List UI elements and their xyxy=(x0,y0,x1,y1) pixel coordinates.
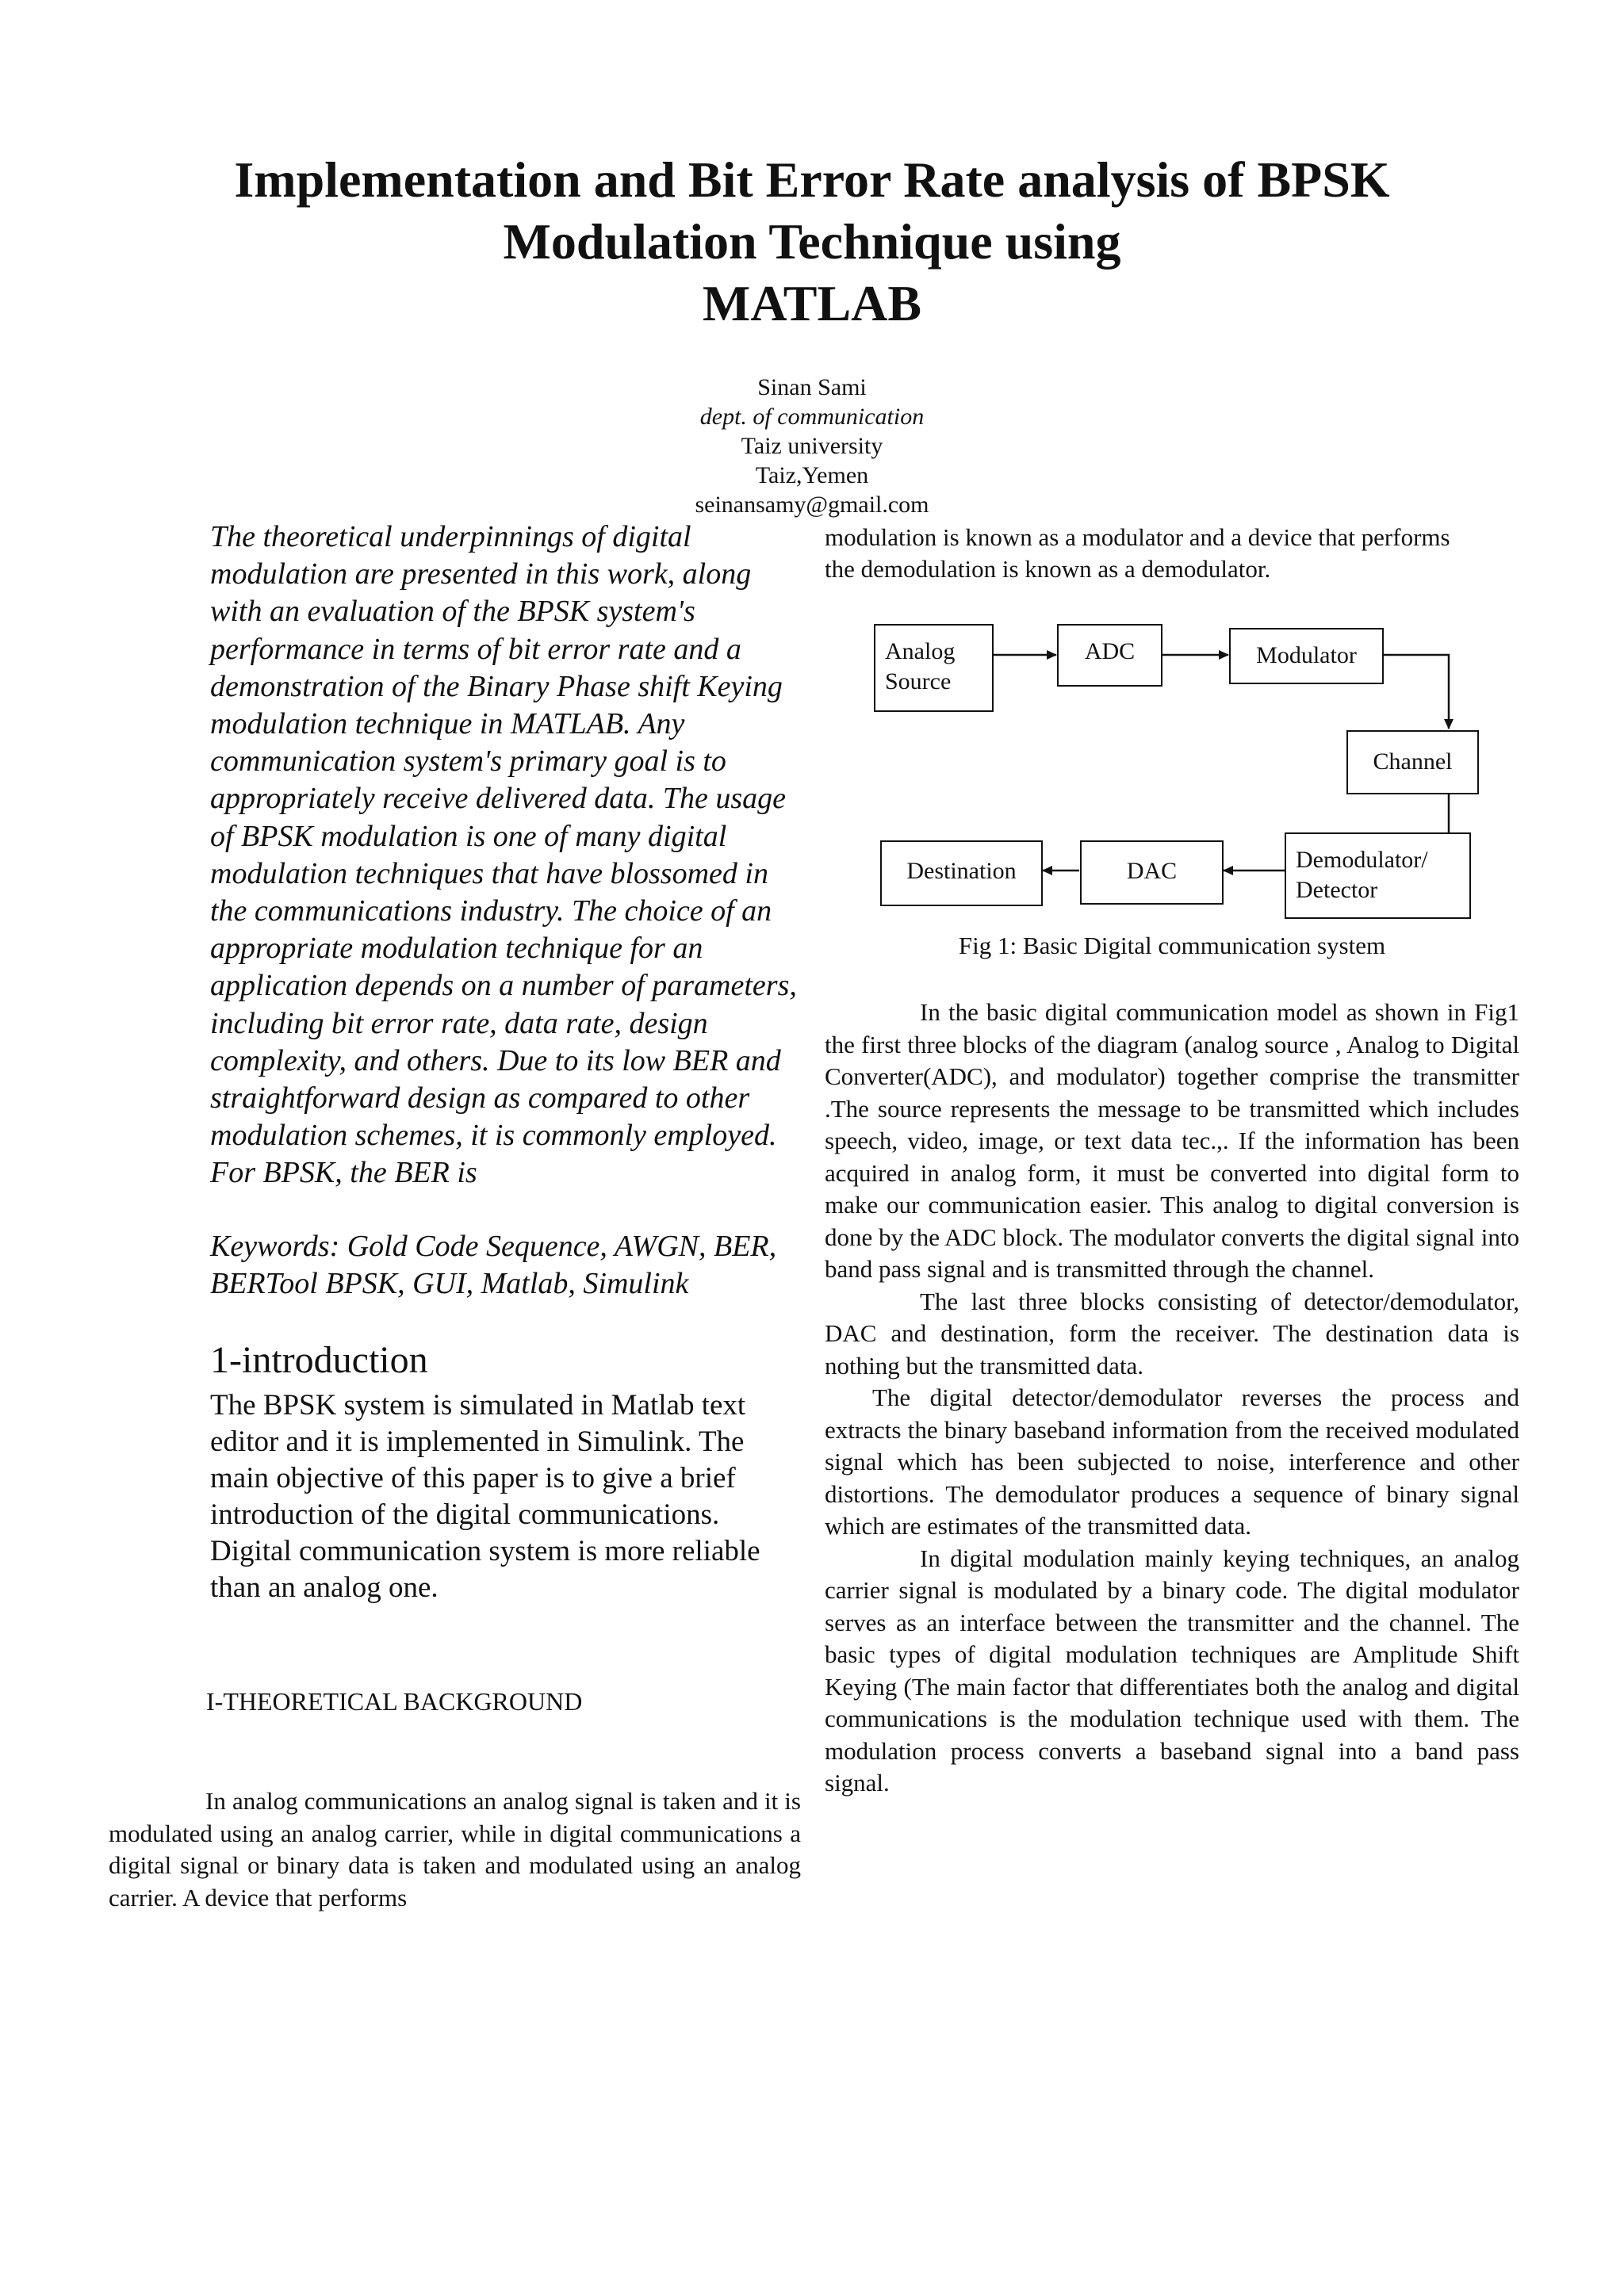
destination-block xyxy=(880,840,1043,906)
right-top-line-1: modulation is known as a modulator and a device that performs xyxy=(825,523,1450,551)
abstract-line: modulation are presented in this work, along xyxy=(210,557,752,591)
figure-caption: Fig 1: Basic Digital communication system xyxy=(958,932,1386,959)
intro-body xyxy=(210,1387,813,1606)
intro-line: main objective of this paper is to give a brief xyxy=(210,1462,736,1494)
intro-line: editor and it is implemented in Simulink. The xyxy=(210,1425,745,1458)
intro-line: Digital communication system is more reliable xyxy=(210,1535,760,1567)
author-email: seinansamy@gmail.com xyxy=(695,492,929,518)
title-line-1: Implementation and Bit Error Rate analysis of BPSK xyxy=(234,151,1390,208)
abstract-line: For BPSK, the BER is xyxy=(210,1156,477,1190)
modulator-block xyxy=(1229,628,1384,684)
abstract-line: modulation techniques that have blossomed in xyxy=(210,856,768,890)
right-paragraph-1: In the basic digital communication model as shown in Fig1 the first three blocks of the diagram (analog source , Analog to Digital Converter(ADC), and modulator) together comprise the transmitter .The source represents the message to be transmitted which includes speech, video, image, or text data tec.,. If the information has been acquired in analog form, it must be converted into digital form to make our communication easier. This analog to digital conversion is done by the ADC block. The modulator converts the digital signal into band pass signal and is transmitted through the channel. xyxy=(825,998,1519,1283)
keywords xyxy=(210,1228,801,1303)
channel-block xyxy=(1346,730,1479,794)
abstract-line: modulation schemes, it is commonly employed. xyxy=(210,1119,777,1153)
abstract-line: of BPSK modulation is one of many digital xyxy=(210,819,727,853)
abstract-line: The theoretical underpinnings of digital xyxy=(210,520,691,553)
right-top-line-2: the demodulation is known as a demodulator. xyxy=(825,555,1271,583)
abstract-line: communication system's primary goal is to xyxy=(210,744,726,779)
abstract-line: including bit error rate, data rate, design xyxy=(210,1006,708,1040)
block-diagram xyxy=(825,610,1522,928)
author-university: Taiz university xyxy=(741,433,883,459)
abstract-line: performance in terms of bit error rate and a xyxy=(210,632,741,666)
right-paragraph-2: The last three blocks consisting of detector/demodulator, DAC and destination, form the receiver. The destination data is nothing but the transmitted data. xyxy=(825,1287,1519,1380)
author-dept: dept. of communication xyxy=(699,404,925,430)
arrow-modulator-to-channel xyxy=(1384,655,1449,729)
abstract-line: application depends on a number of parameters, xyxy=(210,969,797,1003)
abstract-line: the communications industry. The choice of an xyxy=(210,894,772,928)
abstract-line: complexity, and others. Due to its low BER and xyxy=(210,1043,781,1077)
destination-label: Destination xyxy=(906,858,1017,884)
right-column-body xyxy=(825,997,1519,1800)
right-paragraph-3: The digital detector/demodulator reverses the process and extracts the binary baseband information from the received modulated signal which has been subjected to noise, interference and other distortions. The demodulator produces a sequence of binary signal which are estimates of the transmitted data. xyxy=(825,1383,1519,1540)
title-line-3: MATLAB xyxy=(702,275,922,331)
author-name: Sinan Sami xyxy=(757,374,867,400)
abstract xyxy=(210,519,801,1192)
background-heading: I-THEORETICAL BACKGROUND xyxy=(206,1687,583,1716)
right-column-top xyxy=(825,522,1519,585)
dac-label: DAC xyxy=(1126,858,1178,884)
abstract-line: appropriately receive delivered data. The usage xyxy=(210,782,787,816)
abstract-line: with an evaluation of the BPSK system's xyxy=(210,595,695,629)
analog-source-block xyxy=(874,624,994,712)
demodulator-block xyxy=(1285,832,1471,919)
paper-title xyxy=(0,149,1624,335)
intro-line: introduction of the digital communications. xyxy=(210,1498,720,1531)
abstract-line: straightforward design as compared to other xyxy=(210,1081,750,1115)
demodulator-label-1: Demodulator/ xyxy=(1296,847,1428,873)
right-paragraph-4: In digital modulation mainly keying techniques, an analog carrier signal is modulated by a binary code. The digital modulator serves as an interface between the transmitter and the channel. The basic types of digital modulation techniques are Amplitude Shift Keying (The main factor that differentiates both the analog and digital communications is the modulation technique used with them. The modulation process converts a baseband signal into a band pass signal. xyxy=(825,1544,1519,1797)
modulator-label: Modulator xyxy=(1256,642,1357,668)
analog-source-label-2: Source xyxy=(885,668,952,695)
keywords-line-1: Keywords: Gold Code Sequence, AWGN, BER, xyxy=(210,1230,777,1263)
background-paragraph: In analog communications an analog signal is taken and it is modulated using an analog carrier, while in digital communications a digital signal or binary data is taken and modulated using an analog carrier. A device that performs xyxy=(109,1787,801,1911)
intro-line: than an analog one. xyxy=(210,1571,439,1604)
keywords-line-2: BERTool BPSK, GUI, Matlab, Simulink xyxy=(210,1267,689,1300)
analog-source-label-1: Analog xyxy=(885,638,956,664)
author-location: Taiz,Yemen xyxy=(755,462,869,488)
intro-line: The BPSK system is simulated in Matlab text xyxy=(210,1389,746,1422)
abstract-line: modulation technique in MATLAB. Any xyxy=(210,707,685,741)
channel-label: Channel xyxy=(1373,748,1453,775)
author-block xyxy=(0,373,1624,519)
dac-block xyxy=(1080,840,1224,905)
adc-label: ADC xyxy=(1084,638,1136,664)
abstract-line: appropriate modulation technique for an xyxy=(210,932,703,966)
demodulator-label-2: Detector xyxy=(1296,877,1378,903)
abstract-line: demonstration of the Binary Phase shift Keying xyxy=(210,669,783,703)
intro-heading: 1-introduction xyxy=(210,1339,428,1381)
title-line-2: Modulation Technique using xyxy=(503,213,1121,270)
adc-block xyxy=(1057,624,1162,687)
